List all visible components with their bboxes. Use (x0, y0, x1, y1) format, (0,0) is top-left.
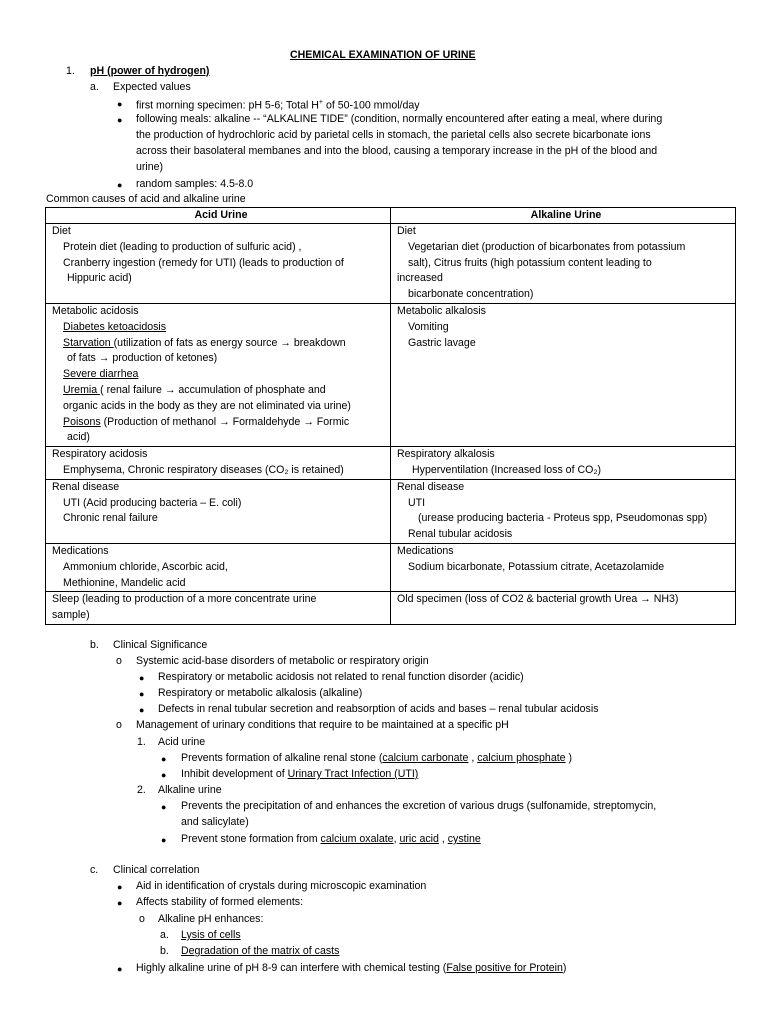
subsection-label: a. (90, 81, 99, 93)
letter-label: a. (160, 929, 169, 941)
header-acid: Acid Urine (46, 208, 391, 224)
bullet-icon: ● (139, 689, 145, 699)
bullet-icon: ● (161, 835, 167, 845)
list-item: Acid urine (158, 736, 206, 748)
list-item: Affects stability of formed elements: (136, 896, 304, 908)
table-row (46, 543, 736, 591)
bullet-icon: ● (117, 99, 123, 109)
bullet-icon: ● (161, 754, 167, 764)
table-header-row (46, 208, 736, 224)
list-item: Prevents formation of alkaline renal stone (calcium carbonate , calcium phosphate ) (181, 752, 573, 764)
bullet-icon: ● (139, 705, 145, 715)
subsection-label: b. (90, 639, 99, 651)
alkaline-cell: Metabolic alkalosis Vomiting Gastric lavage (391, 303, 736, 446)
alkaline-cell: Renal disease UTI (urease producing bacteria - Proteus spp, Pseudomonas spp) Renal tubular acidosis (391, 479, 736, 543)
table-row (46, 592, 736, 625)
list-item: Degradation of the matrix of casts (181, 945, 340, 957)
expected-value-line: the production of hydrochloric acid by parietal cells in stomach, the parietal cells also secrete bicarbonate ions (136, 129, 651, 141)
list-item: Aid in identification of crystals during microscopic examination (136, 880, 427, 892)
table-row (46, 447, 736, 480)
number-label: 1. (137, 736, 146, 748)
section-number: 1. (66, 65, 75, 77)
list-item: Management of urinary conditions that require to be maintained at a specific pH (136, 719, 509, 731)
bullet-icon: ● (117, 898, 123, 908)
list-item: Alkaline urine (158, 784, 222, 796)
bullet-icon: ● (117, 964, 123, 974)
alkaline-cell: Medications Sodium bicarbonate, Potassium citrate, Acetazolamide (391, 543, 736, 591)
subsection-label: c. (90, 864, 99, 876)
alkaline-cell: Old specimen (loss of CO2 & bacterial growth Urea → NH3) (391, 592, 736, 625)
expected-value-line: urine) (136, 161, 164, 173)
bullet-icon: ● (117, 180, 123, 190)
bullet-icon: ● (139, 673, 145, 683)
alkaline-cell: Respiratory alkalosis Hyperventilation (Increased loss of CO₂) (391, 447, 736, 480)
circle-bullet-icon: o (116, 719, 122, 731)
table-row (46, 479, 736, 543)
list-item: Inhibit development of Urinary Tract Infection (UTI) (181, 768, 419, 780)
page-title: CHEMICAL EXAMINATION OF URINE (290, 49, 476, 61)
bullet-icon: ● (161, 770, 167, 780)
bullet-icon: ● (161, 802, 167, 812)
list-item: Prevents the precipitation of and enhances the excretion of various drugs (sulfonamide, streptomycin, (181, 800, 657, 812)
list-item: Defects in renal tubular secretion and reabsorption of acids and bases – renal tubular acidosis (158, 703, 599, 715)
circle-bullet-icon: o (139, 913, 145, 925)
list-item: Prevent stone formation from calcium oxalate, uric acid , cystine (181, 833, 481, 845)
acid-cell: Medications Ammonium chloride, Ascorbic acid, Methionine, Mandelic acid (46, 543, 391, 591)
letter-label: b. (160, 945, 169, 957)
list-item: and salicylate) (181, 816, 249, 828)
section-heading: pH (power of hydrogen) (90, 65, 210, 77)
subsection-heading: Clinical correlation (113, 864, 200, 876)
subsection-heading: Clinical Significance (113, 639, 208, 651)
circle-bullet-icon: o (116, 655, 122, 667)
expected-value-line: first morning specimen: pH 5-6; Total H+ of 50-100 mmol/day (136, 99, 420, 112)
acid-cell: Metabolic acidosis Diabetes ketoacidosis Starvation (utilization of fats as energy source → breakdown of fats → production of ketones) Severe diarrhea Uremia ( renal failure → accumulation of phosphate and organic acids in the body as they are not eliminated via urine) Poisons (Production of methanol → Formaldehyde → Formic acid) (46, 303, 391, 446)
list-item: Alkaline pH enhances: (158, 913, 264, 925)
number-label: 2. (137, 784, 146, 796)
table-row (46, 303, 736, 446)
list-item: Respiratory or metabolic alkalosis (alkaline) (158, 687, 363, 699)
bullet-icon: ● (117, 115, 123, 125)
acid-alkaline-table (45, 207, 736, 625)
expected-value-line: following meals: alkaline -- “ALKALINE TIDE” (condition, normally encountered after eating a meal, where during (136, 113, 663, 125)
header-alkaline: Alkaline Urine (391, 208, 736, 224)
table-row (46, 224, 736, 304)
acid-cell: Sleep (leading to production of a more concentrate urine sample) (46, 592, 391, 625)
table-caption: Common causes of acid and alkaline urine (46, 193, 246, 205)
acid-cell: Respiratory acidosis Emphysema, Chronic respiratory diseases (CO₂ is retained) (46, 447, 391, 480)
acid-cell: Renal disease UTI (Acid producing bacteria – E. coli) Chronic renal failure (46, 479, 391, 543)
list-item: Lysis of cells (181, 929, 241, 941)
list-item: Systemic acid-base disorders of metabolic or respiratory origin (136, 655, 429, 667)
alkaline-cell: Diet Vegetarian diet (production of bicarbonates from potassium salt), Citrus fruits (high potassium content leading to increased bicarbonate concentration) (391, 224, 736, 304)
expected-value-line: across their basolateral membanes and into the blood, causing a temporary increase in the pH of the blood and (136, 145, 658, 157)
subsection-heading: Expected values (113, 81, 191, 93)
list-item: Highly alkaline urine of pH 8-9 can interfere with chemical testing (False positive for Protein) (136, 962, 567, 974)
bullet-icon: ● (117, 882, 123, 892)
expected-value-line: random samples: 4.5-8.0 (136, 178, 254, 190)
acid-cell: Diet Protein diet (leading to production of sulfuric acid) , Cranberry ingestion (remedy for UTI) (leads to production of Hippuric acid) (46, 224, 391, 304)
list-item: Respiratory or metabolic acidosis not related to renal function disorder (acidic) (158, 671, 524, 683)
